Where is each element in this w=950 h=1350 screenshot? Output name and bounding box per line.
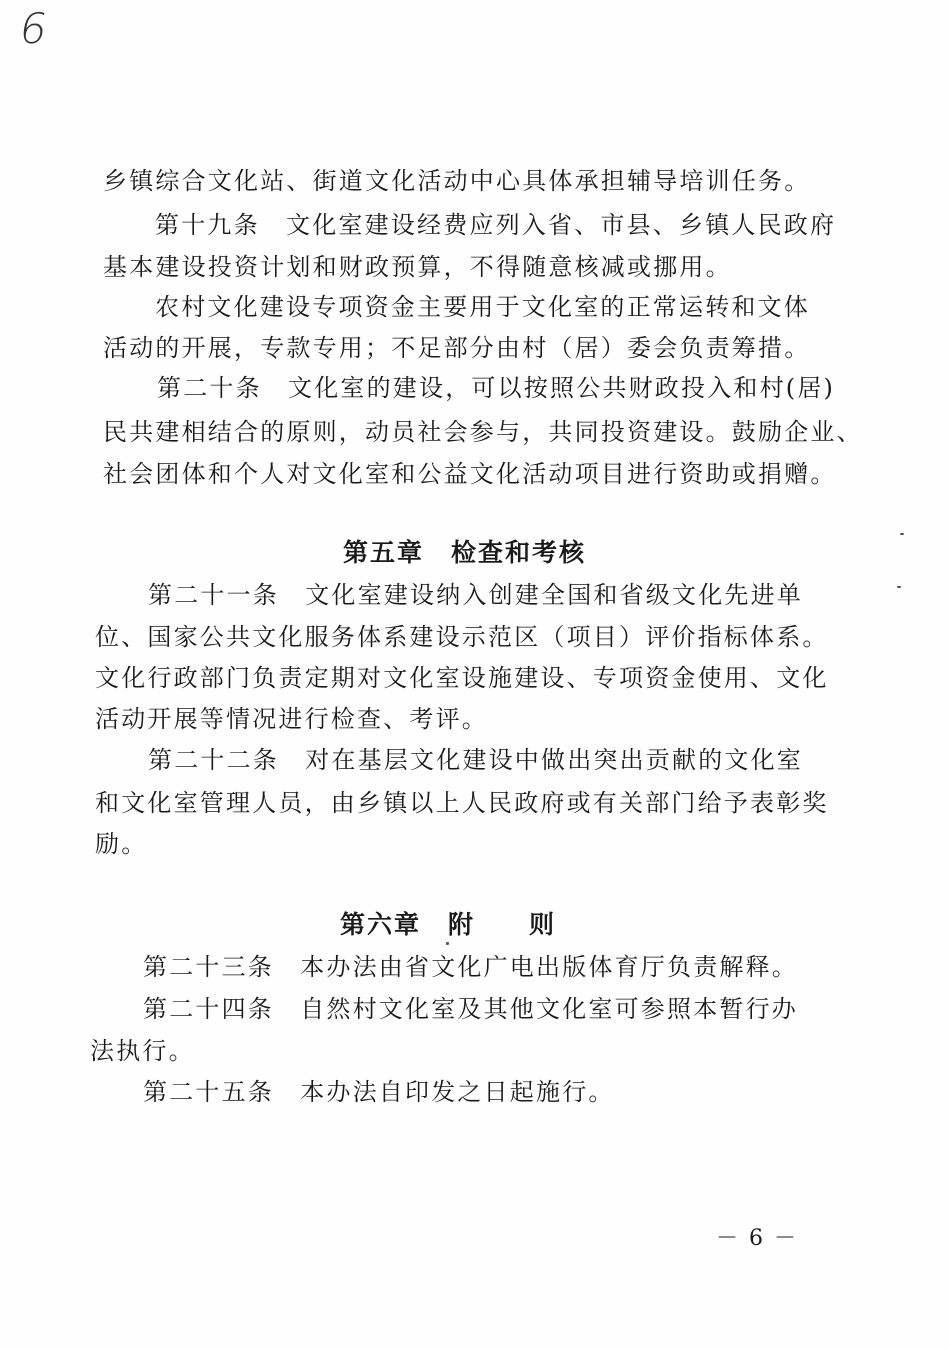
article-21: 第二十一条 文化室建设纳入创建全国和省级文化先进单 [148, 581, 803, 609]
text-line: 乡镇综合文化站、街道文化活动中心具体承担辅导培训任务。 [103, 167, 811, 195]
article-24: 第二十四条 自然村文化室及其他文化室可参照本暂行办 [143, 995, 798, 1023]
article-19: 第十九条 文化室建设经费应列入省、市县、乡镇人民政府 [155, 211, 837, 239]
text-line: 位、国家公共文化服务体系建设示范区（项目）评价指标体系。 [95, 623, 829, 651]
text-line: 活动开展等情况进行检查、考评。 [95, 705, 488, 733]
article-22: 第二十二条 对在基层文化建设中做出突出贡献的文化室 [148, 746, 803, 774]
text-line: 和文化室管理人员，由乡镇以上人民政府或有关部门给予表彰奖 [95, 789, 829, 817]
text-line: 活动的开展，专款专用；不足部分由村（居）委会负责筹措。 [103, 334, 811, 362]
text-line: 农村文化建设专项资金主要用于文化室的正常运转和文体 [155, 293, 810, 321]
text-line: 励。 [95, 830, 148, 858]
scan-speck [446, 942, 449, 945]
chapter-5-heading: 第五章 检查和考核 [343, 538, 587, 567]
text-line: 文化行政部门负责定期对文化室设施建设、专项资金使用、文化 [95, 664, 829, 692]
text-line: 民共建相结合的原则，动员社会参与，共同投资建设。鼓励企业、 [103, 418, 863, 446]
article-20: 第二十条 文化室的建设，可以按照公共财政投入和村(居) [157, 374, 836, 402]
chapter-6-heading: 第六章 附 则 [340, 910, 557, 939]
page-number: － 6 － [716, 1226, 798, 1251]
article-23: 第二十三条 本办法由省文化广电出版体育厅负责解释。 [143, 953, 798, 981]
scan-speck [900, 533, 904, 535]
text-line: 法执行。 [90, 1037, 195, 1065]
article-25: 第二十五条 本办法自印发之日起施行。 [143, 1078, 615, 1106]
handwritten-page-mark: 6 [15, 4, 52, 53]
text-line: 社会团体和个人对文化室和公益文化活动项目进行资助或捐赠。 [103, 460, 837, 488]
text-line: 基本建设投资计划和财政预算，不得随意核减或挪用。 [103, 253, 732, 281]
scan-speck [897, 586, 901, 588]
